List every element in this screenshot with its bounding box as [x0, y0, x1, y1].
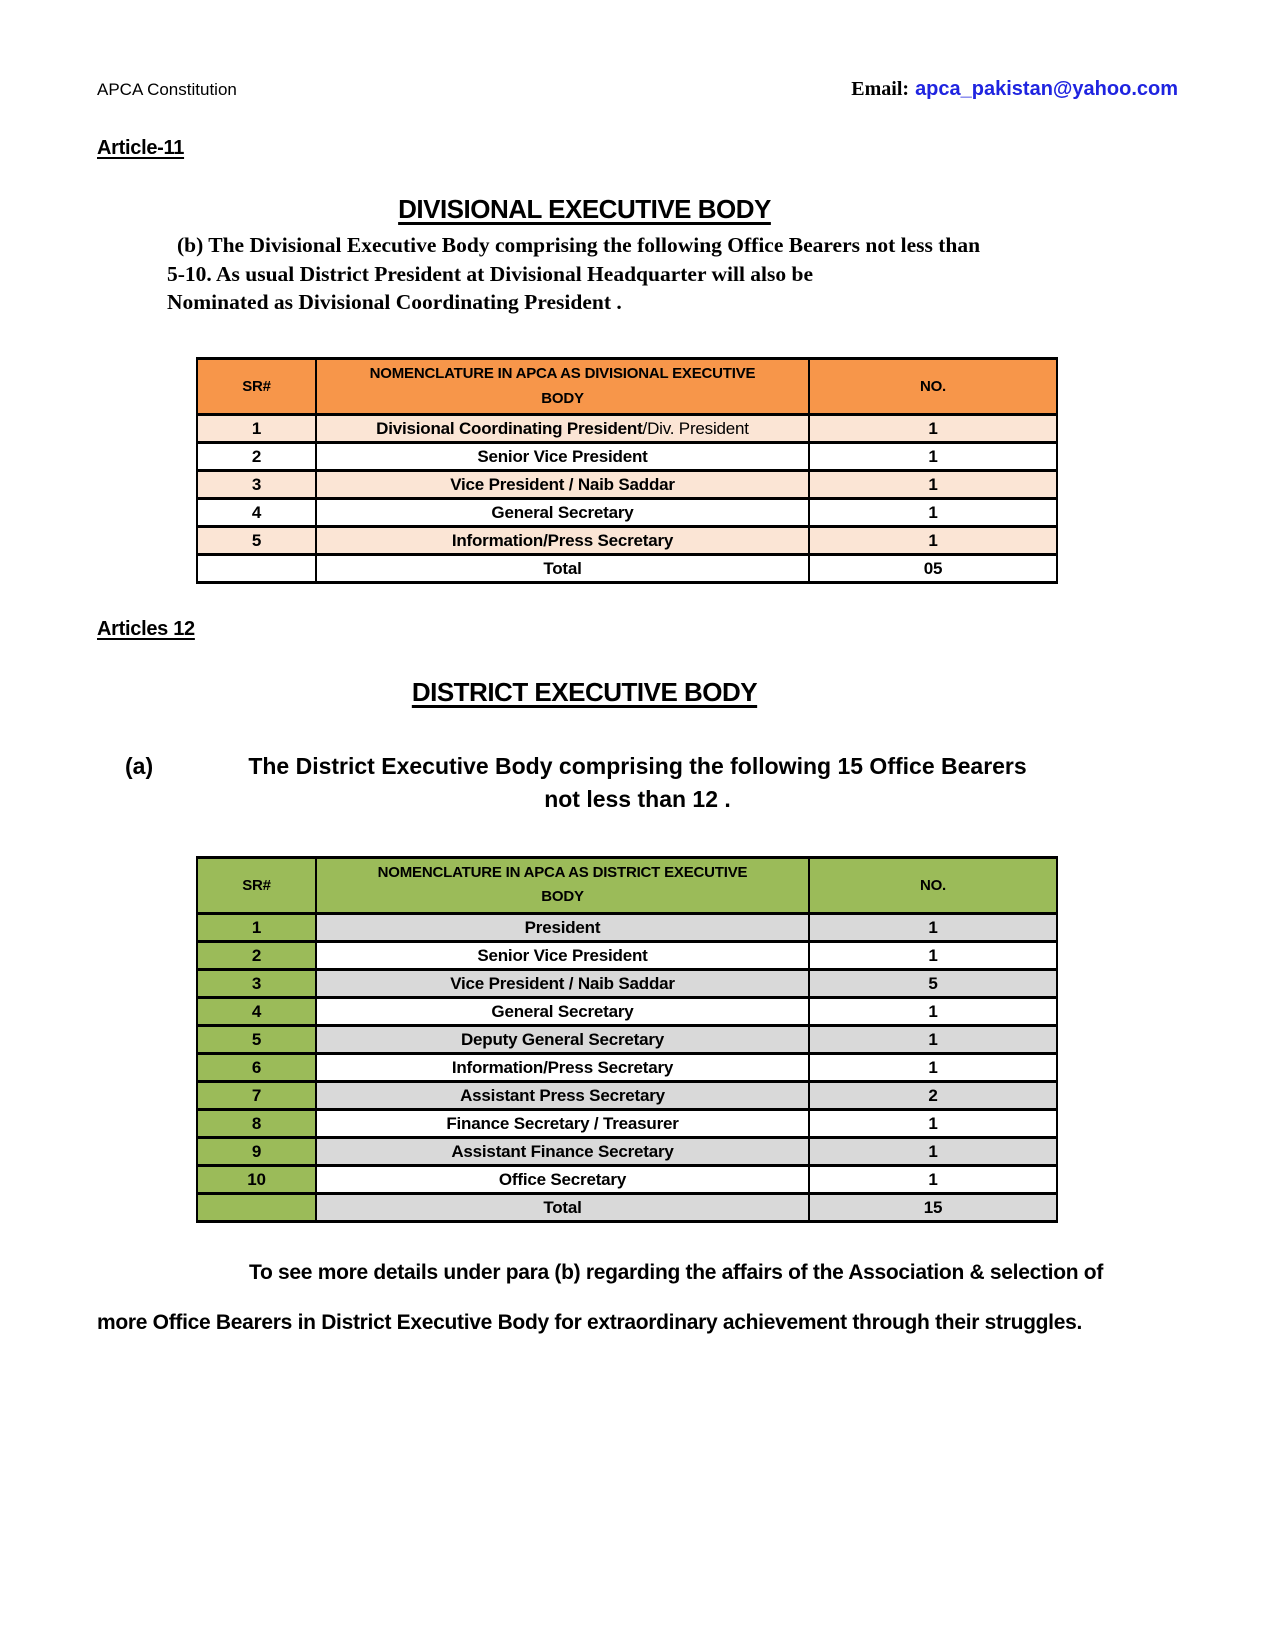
- cell-no: 1: [809, 914, 1057, 942]
- district-body-title: DISTRICT EXECUTIVE BODY: [411, 677, 758, 708]
- table-row: [197, 499, 1057, 527]
- table-row: [197, 1110, 1057, 1138]
- cell-sr: 1: [197, 415, 316, 443]
- cell-no: 1: [809, 499, 1057, 527]
- cell-sr: 4: [197, 998, 316, 1026]
- cell-no: 1: [809, 1026, 1057, 1054]
- cell-sr: 10: [197, 1166, 316, 1194]
- cell-name: Senior Vice President: [316, 443, 809, 471]
- cell-sr: 8: [197, 1110, 316, 1138]
- paragraph-line: Nominated as Divisional Coordinating President .: [167, 290, 622, 315]
- paragraph-label: (a): [125, 753, 154, 780]
- table-header-row: [197, 857, 1057, 914]
- table-row: [197, 914, 1057, 942]
- email-link[interactable]: apca_pakistan@yahoo.com: [915, 78, 1178, 100]
- cell-sr: [197, 1194, 316, 1222]
- paragraph-line: not less than 12 .: [544, 785, 731, 812]
- cell-no: 05: [809, 555, 1057, 583]
- paragraph-line: To see more details under para (b) regarding the affairs of the Association & selection of: [249, 1261, 1104, 1285]
- cell-sr: 2: [197, 942, 316, 970]
- cell-name: Information/Press Secretary: [316, 527, 809, 555]
- cell-name: Finance Secretary / Treasurer: [316, 1110, 809, 1138]
- paragraph-line: (b) The Divisional Executive Body comprising the following Office Bearers not less than: [177, 233, 981, 257]
- cell-sr: 6: [197, 1054, 316, 1082]
- cell-name: General Secretary: [316, 998, 809, 1026]
- cell-no: 1: [809, 443, 1057, 471]
- cell-no: 1: [809, 1166, 1057, 1194]
- closing-paragraph: [97, 1261, 1178, 1335]
- cell-no: 1: [809, 1138, 1057, 1166]
- cell-sr: [197, 555, 316, 583]
- cell-sr: 9: [197, 1138, 316, 1166]
- cell-name: Divisional Coordinating President/Div. President: [316, 415, 809, 443]
- table-row: [197, 998, 1057, 1026]
- cell-sr: 3: [197, 471, 316, 499]
- document-title: APCA Constitution: [97, 80, 237, 99]
- table-row: [197, 1082, 1057, 1110]
- cell-name: Total: [316, 1194, 809, 1222]
- cell-no: 2: [809, 1082, 1057, 1110]
- cell-sr: 5: [197, 1026, 316, 1054]
- table-row: [197, 1166, 1057, 1194]
- divisional-body-title: DIVISIONAL EXECUTIVE BODY: [398, 194, 771, 224]
- cell-name: Total: [316, 555, 809, 583]
- cell-name: Information/Press Secretary: [316, 1054, 809, 1082]
- cell-sr: 5: [197, 527, 316, 555]
- article-11-heading: Article-11: [97, 137, 185, 159]
- page-header: [97, 78, 1178, 101]
- cell-sr: 2: [197, 443, 316, 471]
- cell-sr: 1: [197, 914, 316, 942]
- header-cell-sr: SR#: [197, 358, 316, 415]
- header-cell-name: NOMENCLATURE IN APCA AS DISTRICT EXECUTIVE BODY: [316, 857, 809, 914]
- cell-no: 1: [809, 942, 1057, 970]
- header-cell-no: NO.: [809, 857, 1057, 914]
- table-row: [197, 1026, 1057, 1054]
- table-total-row: [197, 1194, 1057, 1222]
- divisional-executive-table: [196, 357, 1058, 585]
- table-total-row: [197, 555, 1057, 583]
- cell-no: 1: [809, 1110, 1057, 1138]
- cell-no: 1: [809, 1054, 1057, 1082]
- paragraph-line: 5-10. As usual District President at Divisional Headquarter will also be: [167, 261, 814, 286]
- table-row: [197, 970, 1057, 998]
- divisional-body-paragraph: [167, 231, 1172, 317]
- cell-no: 1: [809, 527, 1057, 555]
- cell-no: 5: [809, 970, 1057, 998]
- table-row: [197, 443, 1057, 471]
- cell-no: 1: [809, 998, 1057, 1026]
- article-12-heading: Articles 12: [97, 618, 195, 641]
- cell-name: Office Secretary: [316, 1166, 809, 1194]
- cell-sr: 7: [197, 1082, 316, 1110]
- cell-sr: 4: [197, 499, 316, 527]
- email-line: [851, 78, 1178, 101]
- cell-no: 1: [809, 415, 1057, 443]
- cell-no: 1: [809, 471, 1057, 499]
- paragraph-line: The District Executive Body comprising the following 15 Office Bearers: [248, 753, 1027, 780]
- paragraph-line: more Office Bearers in District Executive Body for extraordinary achievement through their struggles.: [97, 1311, 1082, 1335]
- cell-name: Deputy General Secretary: [316, 1026, 809, 1054]
- cell-name: Senior Vice President: [316, 942, 809, 970]
- cell-name: Assistant Finance Secretary: [316, 1138, 809, 1166]
- table-row: [197, 527, 1057, 555]
- cell-name: General Secretary: [316, 499, 809, 527]
- table-row: [197, 415, 1057, 443]
- district-executive-table: [196, 856, 1058, 1224]
- cell-name: President: [316, 914, 809, 942]
- header-cell-name: NOMENCLATURE IN APCA AS DIVISIONAL EXECUTIVE BODY: [316, 358, 809, 415]
- cell-no: 15: [809, 1194, 1057, 1222]
- cell-name: Vice President / Naib Saddar: [316, 471, 809, 499]
- cell-name: Vice President / Naib Saddar: [316, 970, 809, 998]
- header-cell-sr: SR#: [197, 857, 316, 914]
- email-label: Email:: [851, 78, 910, 100]
- table-row: [197, 471, 1057, 499]
- table-row: [197, 1054, 1057, 1082]
- table-row: [197, 1138, 1057, 1166]
- cell-name: Assistant Press Secretary: [316, 1082, 809, 1110]
- table-row: [197, 942, 1057, 970]
- cell-sr: 3: [197, 970, 316, 998]
- table-header-row: [197, 358, 1057, 415]
- header-cell-no: NO.: [809, 358, 1057, 415]
- district-body-paragraph: [97, 750, 1178, 815]
